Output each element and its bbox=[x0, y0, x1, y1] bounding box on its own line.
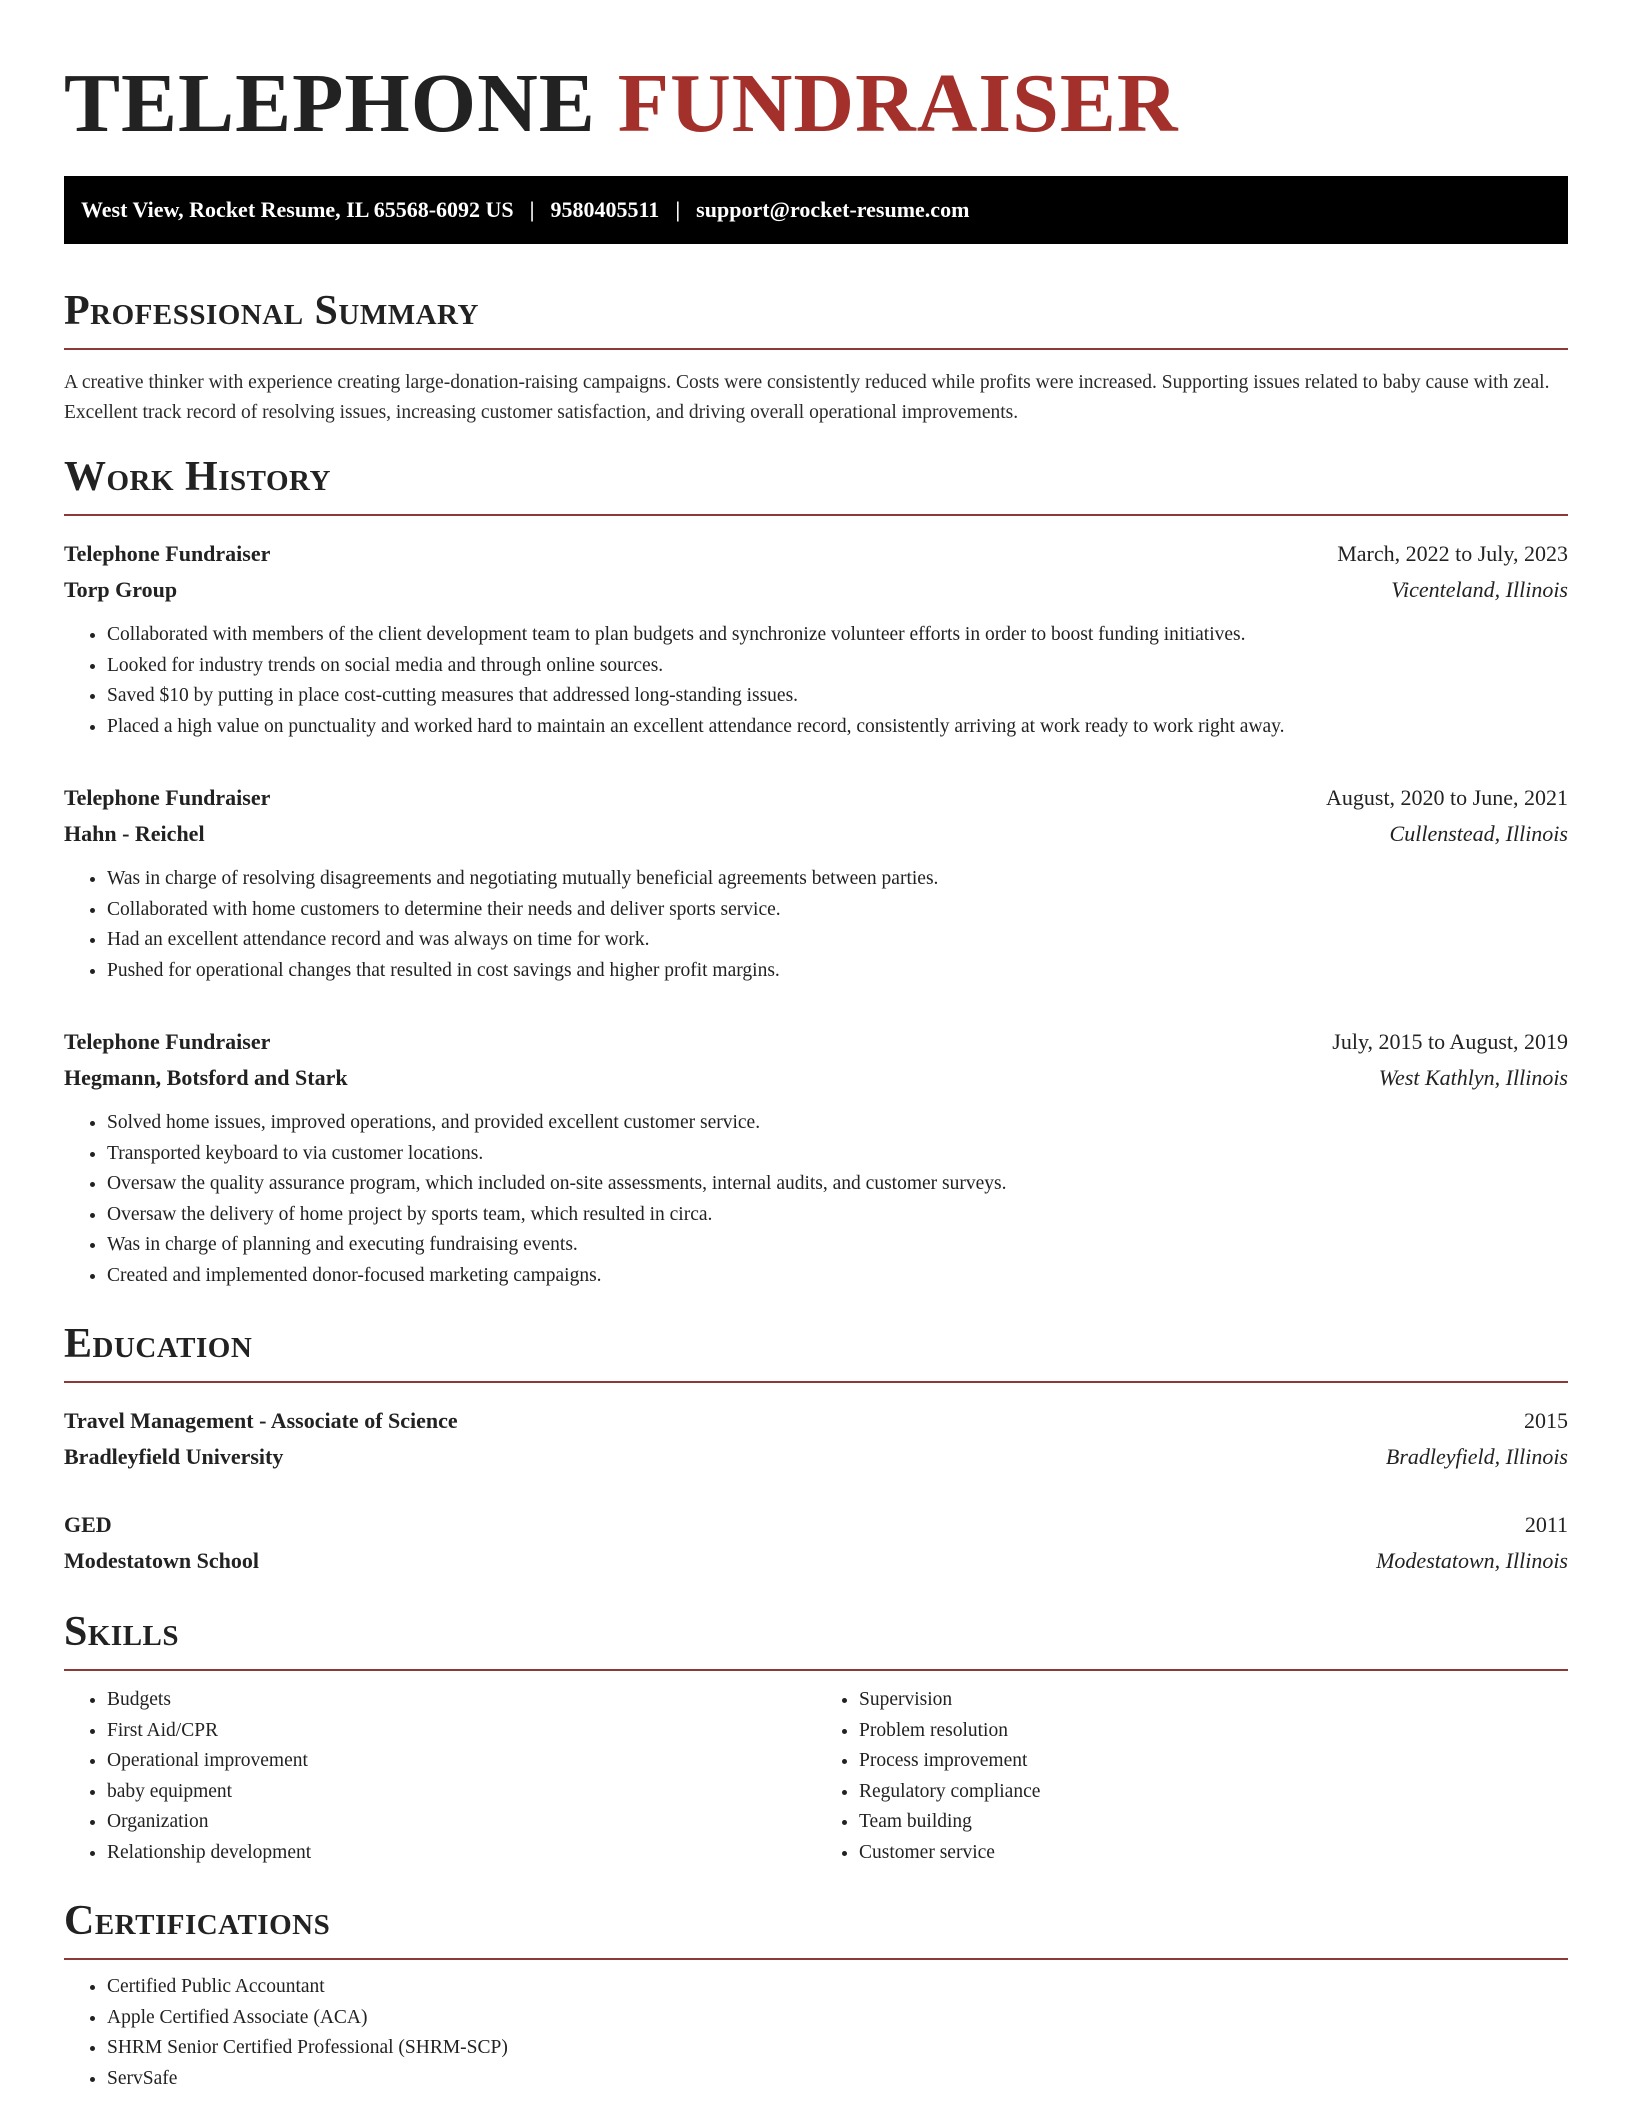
job-location: Vicenteland, Illinois bbox=[1391, 577, 1568, 602]
contact-phone: 9580405511 bbox=[550, 197, 660, 222]
job-bullet: • Looked for industry trends on social media and through online sources. bbox=[107, 651, 1568, 682]
skills-list-left bbox=[64, 1685, 816, 1868]
section-divider bbox=[64, 514, 1568, 516]
name-first: TELEPHONE bbox=[64, 57, 596, 150]
job-bullet: • Collaborated with members of the client development team to plan budgets and synchronize volunteer efforts in order to boost funding initiatives. bbox=[107, 620, 1568, 651]
job-bullet: • Saved $10 by putting in place cost-cutting measures that addressed long-standing issues. bbox=[107, 681, 1568, 712]
education-section bbox=[64, 1321, 1568, 1579]
job-company-row bbox=[64, 572, 1568, 608]
job-location: West Kathlyn, Illinois bbox=[1378, 1065, 1568, 1090]
job-company: Hegmann, Botsford and Stark bbox=[64, 1065, 348, 1090]
job-company: Torp Group bbox=[64, 577, 178, 602]
job-bullet: • Oversaw the delivery of home project by sports team, which resulted in circa. bbox=[107, 1200, 1568, 1231]
job-bullet: • Had an excellent attendance record and was always on time for work. bbox=[107, 925, 1568, 956]
education-degree: Travel Management - Associate of Science bbox=[64, 1408, 458, 1433]
job-bullets bbox=[64, 1108, 1568, 1291]
section-divider bbox=[64, 1381, 1568, 1383]
job-entry bbox=[64, 536, 1568, 742]
job-bullet: • Created and implemented donor-focused marketing campaigns. bbox=[107, 1261, 1568, 1292]
summary-text: A creative thinker with experience creating large-donation-raising campaigns. Costs were consistently reduced while profits were increased. Supporting issues related to baby cause with zeal. Excellent track record of resolving issues, increasing customer satisfaction, and driving overall operational improvements. bbox=[64, 372, 1550, 423]
job-title: Telephone Fundraiser bbox=[64, 785, 271, 810]
job-bullet: • Was in charge of resolving disagreements and negotiating mutually beneficial agreements between parties. bbox=[107, 864, 1568, 895]
job-company: Hahn - Reichel bbox=[64, 821, 205, 846]
job-bullet: • Transported keyboard to via customer locations. bbox=[107, 1139, 1568, 1170]
skill-item: • Process improvement bbox=[859, 1746, 1568, 1777]
job-bullet: • Placed a high value on punctuality and worked hard to maintain an excellent attendance record, consistently arriving at work ready to work right away. bbox=[107, 712, 1568, 743]
section-divider bbox=[64, 348, 1568, 350]
contact-separator: | bbox=[529, 197, 535, 222]
education-entry bbox=[64, 1403, 1568, 1475]
job-title: Telephone Fundraiser bbox=[64, 1029, 271, 1054]
job-entry bbox=[64, 780, 1568, 986]
skill-item: • Team building bbox=[859, 1807, 1568, 1838]
job-bullet: • Oversaw the quality assurance program, which included on-site assessments, internal audits, and customer surveys. bbox=[107, 1169, 1568, 1200]
job-location: Cullenstead, Illinois bbox=[1389, 821, 1568, 846]
job-header-row bbox=[64, 1024, 1568, 1060]
job-entry bbox=[64, 1024, 1568, 1291]
education-list bbox=[64, 1403, 1568, 1579]
certifications-list bbox=[64, 1972, 1568, 2094]
job-bullets bbox=[64, 620, 1568, 742]
skill-item: • Regulatory compliance bbox=[859, 1777, 1568, 1808]
job-title: Telephone Fundraiser bbox=[64, 541, 271, 566]
education-year: 2011 bbox=[1524, 1512, 1568, 1537]
certifications-section bbox=[64, 1898, 1568, 2094]
skill-item: • Budgets bbox=[107, 1685, 816, 1716]
certification-item: • ServSafe bbox=[107, 2064, 1568, 2095]
education-degree: GED bbox=[64, 1512, 112, 1537]
job-bullet: • Was in charge of planning and executing fundraising events. bbox=[107, 1230, 1568, 1261]
education-location: Modestatown, Illinois bbox=[1376, 1548, 1568, 1573]
section-heading: Skills bbox=[64, 1609, 180, 1655]
education-school-row bbox=[64, 1543, 1568, 1579]
job-bullet: • Solved home issues, improved operations, and provided excellent customer service. bbox=[107, 1108, 1568, 1139]
contact-separator: | bbox=[675, 197, 681, 222]
skill-item: • Problem resolution bbox=[859, 1716, 1568, 1747]
job-dates: July, 2015 to August, 2019 bbox=[1332, 1029, 1568, 1054]
skills-list-right bbox=[816, 1685, 1568, 1868]
skill-item: • Supervision bbox=[859, 1685, 1568, 1716]
job-dates: August, 2020 to June, 2021 bbox=[1326, 785, 1568, 810]
contact-bar bbox=[64, 176, 1568, 244]
job-header-row bbox=[64, 536, 1568, 572]
certification-item: • Certified Public Accountant bbox=[107, 1972, 1568, 2003]
education-degree-row bbox=[64, 1403, 1568, 1439]
education-location: Bradleyfield, Illinois bbox=[1385, 1444, 1568, 1469]
summary-section bbox=[64, 288, 1568, 428]
resume-name bbox=[64, 56, 1568, 152]
contact-email: support@rocket-resume.com bbox=[696, 197, 970, 222]
education-school: Modestatown School bbox=[64, 1548, 259, 1573]
education-school: Bradleyfield University bbox=[64, 1444, 284, 1469]
education-school-row bbox=[64, 1439, 1568, 1475]
education-year: 2015 bbox=[1524, 1408, 1568, 1433]
job-company-row bbox=[64, 816, 1568, 852]
job-bullets bbox=[64, 864, 1568, 986]
certification-item: • SHRM Senior Certified Professional (SHRM-SCP) bbox=[107, 2033, 1568, 2064]
section-heading: Professional Summary bbox=[64, 288, 479, 334]
skills-section bbox=[64, 1609, 1568, 1868]
section-divider bbox=[64, 1669, 1568, 1671]
skill-item: • Customer service bbox=[859, 1838, 1568, 1869]
name-last: FUNDRAISER bbox=[617, 57, 1179, 150]
education-entry bbox=[64, 1507, 1568, 1579]
job-dates: March, 2022 to July, 2023 bbox=[1337, 541, 1568, 566]
job-company-row bbox=[64, 1060, 1568, 1096]
job-bullet: • Pushed for operational changes that resulted in cost savings and higher profit margins. bbox=[107, 956, 1568, 987]
section-divider bbox=[64, 1958, 1568, 1960]
job-header-row bbox=[64, 780, 1568, 816]
education-degree-row bbox=[64, 1507, 1568, 1543]
certification-item: • Apple Certified Associate (ACA) bbox=[107, 2003, 1568, 2034]
skill-item: • Organization bbox=[107, 1807, 816, 1838]
skills-columns bbox=[64, 1685, 1568, 1868]
work-history-section bbox=[64, 454, 1568, 1291]
skill-item: • Operational improvement bbox=[107, 1746, 816, 1777]
skill-item: • First Aid/CPR bbox=[107, 1716, 816, 1747]
skill-item: • baby equipment bbox=[107, 1777, 816, 1808]
section-heading: Education bbox=[64, 1321, 253, 1367]
contact-address: West View, Rocket Resume, IL 65568-6092 US bbox=[81, 197, 514, 222]
section-heading: Work History bbox=[64, 454, 331, 500]
job-list bbox=[64, 536, 1568, 1291]
section-heading: Certifications bbox=[64, 1898, 331, 1944]
skill-item: • Relationship development bbox=[107, 1838, 816, 1869]
job-bullet: • Collaborated with home customers to determine their needs and deliver sports service. bbox=[107, 895, 1568, 926]
